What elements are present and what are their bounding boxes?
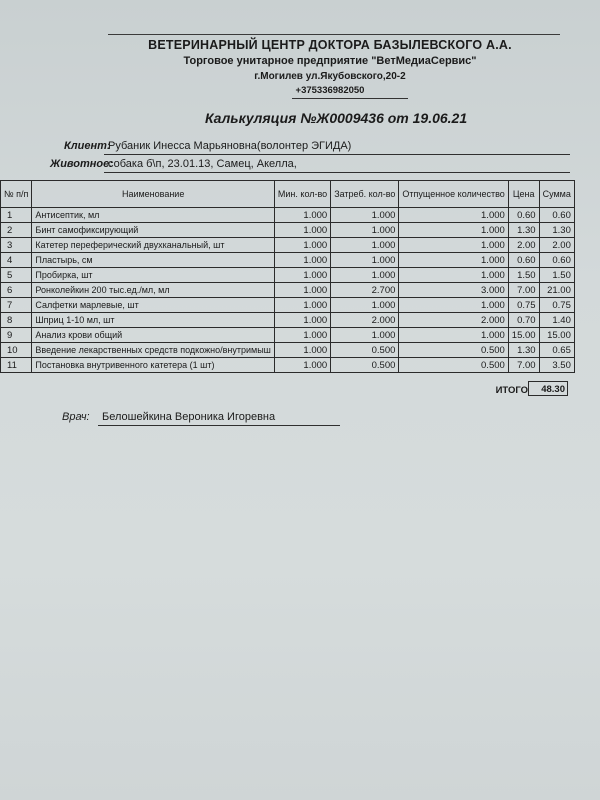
row-required-qty: 1.000 [331,328,399,343]
row-name: Анализ крови общий [32,328,275,343]
row-price: 7.00 [508,283,539,298]
row-required-qty: 0.500 [331,343,399,358]
row-number: 5 [1,268,32,283]
table-row [1,223,575,238]
animal-label: Животное: [50,158,113,170]
row-sum: 0.60 [539,253,574,268]
row-min-qty: 1.000 [274,343,330,358]
row-min-qty: 1.000 [274,283,330,298]
table-row [1,283,575,298]
calculation-table [0,180,575,373]
animal-underline [104,172,570,173]
row-sum: 0.60 [539,208,574,223]
row-price: 0.60 [508,208,539,223]
row-min-qty: 1.000 [274,313,330,328]
row-number: 11 [1,358,32,373]
row-released-qty: 1.000 [399,208,508,223]
row-number: 7 [1,298,32,313]
row-min-qty: 1.000 [274,358,330,373]
row-name: Шприц 1-10 мл, шт [32,313,275,328]
row-sum: 3.50 [539,358,574,373]
table-row [1,238,575,253]
header-number: № п/п [1,181,32,208]
row-name: Салфетки марлевые, шт [32,298,275,313]
clinic-phone: +375336982050 [295,85,365,96]
doctor-label: Врач: [62,411,90,423]
table-row [1,358,575,373]
header-sum: Сумма [539,181,574,208]
row-released-qty: 1.000 [399,268,508,283]
total-value: 48.30 [528,381,568,396]
table-row [1,298,575,313]
doctor-name: Белошейкина Вероника Игоревна [102,411,276,423]
row-price: 15.00 [508,328,539,343]
row-sum: 1.40 [539,313,574,328]
doctor-underline [98,425,340,426]
row-min-qty: 1.000 [274,208,330,223]
row-name: Катетер переферический двухканальный, шт [32,238,275,253]
row-released-qty: 1.000 [399,253,508,268]
header-min-qty: Мин. кол-во [274,181,330,208]
row-sum: 1.50 [539,268,574,283]
table-row [1,253,575,268]
row-required-qty: 1.000 [331,253,399,268]
row-required-qty: 0.500 [331,358,399,373]
row-required-qty: 2.700 [331,283,399,298]
calculation-title: Калькуляция №Ж0009436 от 19.06.21 [205,110,468,126]
table-row [1,328,575,343]
row-price: 0.75 [508,298,539,313]
header-price: Цена [508,181,539,208]
row-released-qty: 0.500 [399,343,508,358]
row-name: Бинт самофиксирующий [32,223,275,238]
client-value: Рубаник Инесса Марьяновна(волонтер ЭГИДА) [108,140,352,152]
client-underline [104,154,570,155]
header-released-qty: Отпущенное количество [399,181,508,208]
row-sum: 2.00 [539,238,574,253]
clinic-name: ВЕТЕРИНАРНЫЙ ЦЕНТР ДОКТОРА БАЗЫЛЕВСКОГО А.А. [148,38,512,52]
row-released-qty: 2.000 [399,313,508,328]
row-released-qty: 1.000 [399,328,508,343]
row-required-qty: 1.000 [331,298,399,313]
row-name: Антисептик, мл [32,208,275,223]
row-min-qty: 1.000 [274,268,330,283]
table-row [1,208,575,223]
row-min-qty: 1.000 [274,253,330,268]
row-min-qty: 1.000 [274,298,330,313]
row-number: 1 [1,208,32,223]
header-required-qty: Затреб. кол-во [331,181,399,208]
row-price: 0.60 [508,253,539,268]
client-label: Клиент: [64,140,111,152]
row-price: 1.30 [508,343,539,358]
row-required-qty: 1.000 [331,238,399,253]
table-header-row [1,181,575,208]
row-number: 3 [1,238,32,253]
row-price: 2.00 [508,238,539,253]
row-price: 0.70 [508,313,539,328]
phone-underline [292,98,408,99]
row-number: 8 [1,313,32,328]
row-name: Пластырь, см [32,253,275,268]
row-number: 6 [1,283,32,298]
row-min-qty: 1.000 [274,238,330,253]
row-released-qty: 0.500 [399,358,508,373]
row-required-qty: 1.000 [331,223,399,238]
header-name: Наименование [32,181,275,208]
row-released-qty: 1.000 [399,298,508,313]
clinic-address: г.Могилев ул.Якубовского,20-2 [254,71,406,82]
row-sum: 0.75 [539,298,574,313]
row-number: 9 [1,328,32,343]
header-rule [108,34,560,35]
row-name: Пробирка, шт [32,268,275,283]
row-required-qty: 1.000 [331,268,399,283]
animal-value: собака б\п, 23.01.13, Самец, Акелла, [108,158,297,170]
row-price: 1.30 [508,223,539,238]
row-number: 10 [1,343,32,358]
row-name: Ронколейкин 200 тыс.ед./мл, мл [32,283,275,298]
row-required-qty: 1.000 [331,208,399,223]
row-price: 1.50 [508,268,539,283]
row-number: 2 [1,223,32,238]
row-required-qty: 2.000 [331,313,399,328]
row-sum: 21.00 [539,283,574,298]
row-released-qty: 1.000 [399,223,508,238]
row-min-qty: 1.000 [274,328,330,343]
row-sum: 1.30 [539,223,574,238]
table-row [1,313,575,328]
row-released-qty: 3.000 [399,283,508,298]
row-min-qty: 1.000 [274,223,330,238]
table-row [1,343,575,358]
enterprise-name: Торговое унитарное предприятие "ВетМедиаСервис" [183,55,477,67]
row-released-qty: 1.000 [399,238,508,253]
row-sum: 0.65 [539,343,574,358]
table-row [1,268,575,283]
row-price: 7.00 [508,358,539,373]
row-name: Введение лекарственных средств подкожно/внутримыш [32,343,275,358]
row-name: Постановка внутривенного катетера (1 шт) [32,358,275,373]
total-label: ИТОГО [495,385,528,396]
row-sum: 15.00 [539,328,574,343]
row-number: 4 [1,253,32,268]
